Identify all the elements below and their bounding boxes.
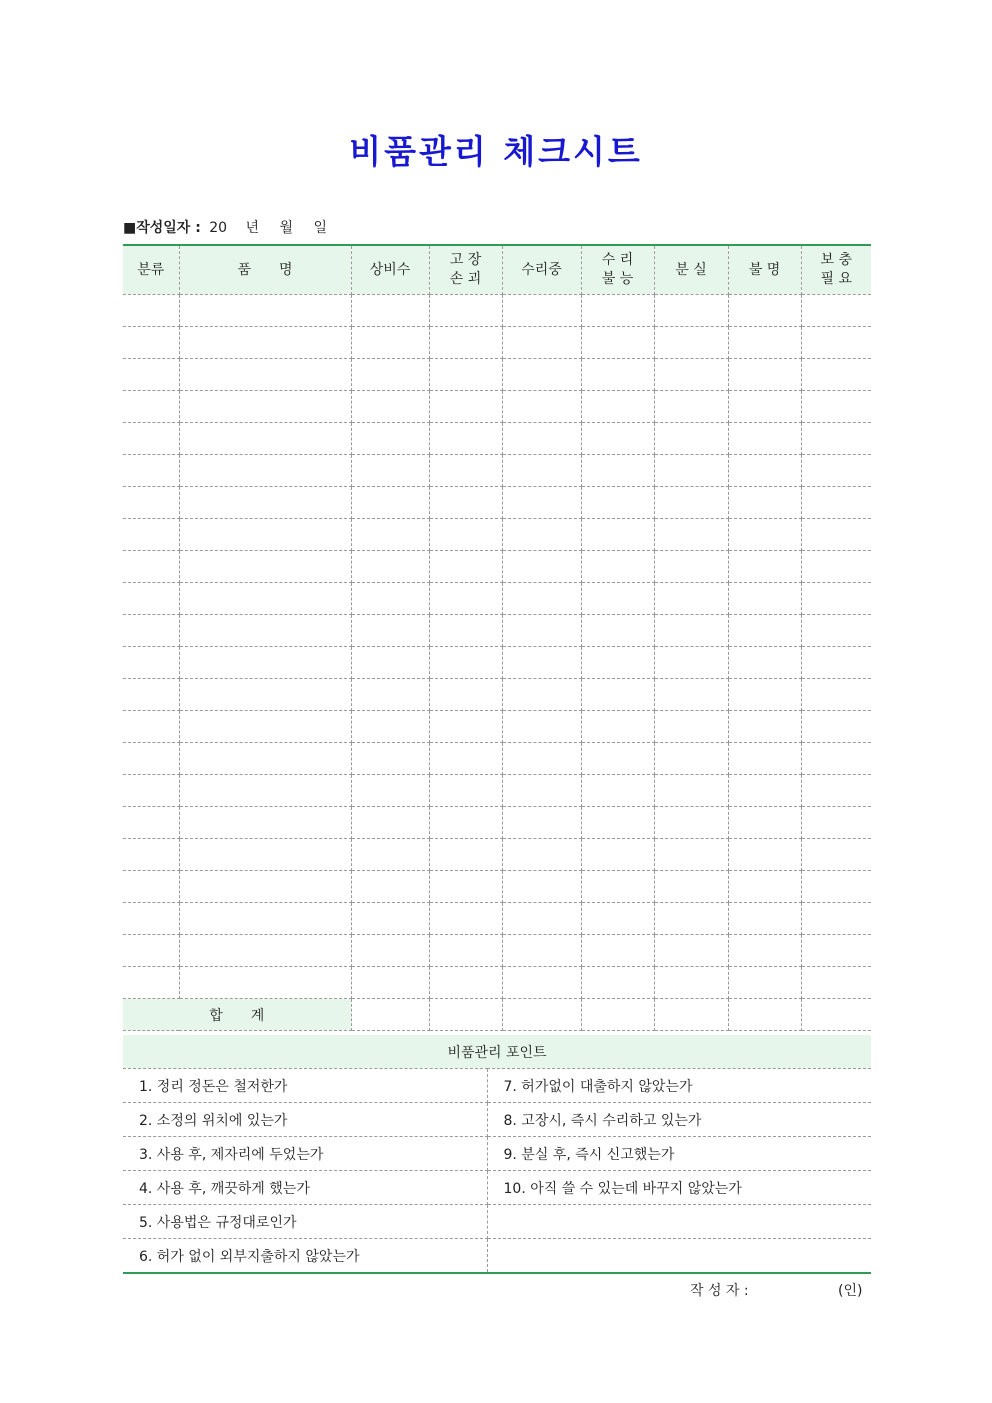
table-cell[interactable] [728, 711, 801, 743]
point-row [123, 1069, 871, 1103]
table-cell[interactable] [728, 807, 801, 839]
table-row [123, 327, 871, 359]
table-cell[interactable] [654, 679, 728, 711]
table-cell[interactable] [351, 807, 429, 839]
table-row [123, 807, 871, 839]
table-cell[interactable] [429, 327, 502, 359]
writer-line [690, 1280, 863, 1300]
table-cell[interactable] [654, 391, 728, 423]
table-row [123, 551, 871, 583]
table-cell[interactable] [351, 391, 429, 423]
table-cell[interactable] [502, 839, 581, 871]
table-cell[interactable] [179, 391, 351, 423]
column-header [179, 245, 351, 295]
table-row [123, 647, 871, 679]
inventory-table [123, 244, 871, 1031]
table-row [123, 519, 871, 551]
table-cell[interactable] [351, 615, 429, 647]
table-cell[interactable] [351, 647, 429, 679]
table-cell[interactable] [351, 519, 429, 551]
table-cell[interactable] [581, 359, 654, 391]
table-cell[interactable] [801, 871, 871, 903]
sum-cell[interactable] [502, 999, 581, 1031]
table-cell[interactable] [801, 423, 871, 455]
sum-cell[interactable] [351, 999, 429, 1031]
table-header-row [123, 245, 871, 295]
table-cell[interactable] [581, 391, 654, 423]
point-item: 3. 사용 후, 제자리에 두었는가 [123, 1137, 487, 1171]
date-label: ■작성일자 : [123, 220, 201, 236]
table-cell[interactable] [801, 711, 871, 743]
table-cell[interactable] [429, 359, 502, 391]
seal-mark: (인) [838, 1283, 863, 1299]
table-cell[interactable] [179, 743, 351, 775]
table-row [123, 487, 871, 519]
table-cell[interactable] [728, 615, 801, 647]
table-cell[interactable] [429, 967, 502, 999]
sum-label: 합 계 [123, 999, 351, 1031]
table-cell[interactable] [654, 551, 728, 583]
column-header-line: 필 요 [820, 271, 852, 287]
table-cell[interactable] [179, 423, 351, 455]
table-cell[interactable] [801, 519, 871, 551]
table-cell[interactable] [801, 743, 871, 775]
table-cell[interactable] [654, 935, 728, 967]
table-cell[interactable] [123, 647, 179, 679]
table-cell[interactable] [429, 679, 502, 711]
table-cell[interactable] [351, 935, 429, 967]
table-cell[interactable] [728, 359, 801, 391]
table-cell[interactable] [654, 295, 728, 327]
table-cell[interactable] [654, 359, 728, 391]
table-cell[interactable] [179, 935, 351, 967]
table-cell[interactable] [429, 423, 502, 455]
table-cell[interactable] [123, 295, 179, 327]
point-item: 7. 허가없이 대출하지 않았는가 [487, 1069, 871, 1103]
table-cell[interactable] [654, 839, 728, 871]
table-cell[interactable] [179, 519, 351, 551]
table-cell[interactable] [581, 583, 654, 615]
table-cell[interactable] [728, 455, 801, 487]
table-cell[interactable] [179, 295, 351, 327]
table-cell[interactable] [351, 583, 429, 615]
table-cell[interactable] [801, 679, 871, 711]
table-cell[interactable] [502, 967, 581, 999]
table-cell[interactable] [581, 871, 654, 903]
column-header-line: 보 충 [820, 252, 852, 268]
date-year-unit: 년 [245, 220, 260, 236]
table-cell[interactable] [581, 519, 654, 551]
table-cell[interactable] [123, 743, 179, 775]
table-cell[interactable] [123, 903, 179, 935]
column-header-line: 고 장 [449, 252, 482, 268]
table-cell[interactable] [179, 903, 351, 935]
table-cell[interactable] [581, 423, 654, 455]
table-cell[interactable] [351, 295, 429, 327]
table-cell[interactable] [801, 583, 871, 615]
table-cell[interactable] [179, 839, 351, 871]
table-cell[interactable] [654, 583, 728, 615]
table-cell[interactable] [123, 391, 179, 423]
table-cell[interactable] [429, 935, 502, 967]
date-line [123, 217, 327, 237]
table-cell[interactable] [801, 327, 871, 359]
point-item: 4. 사용 후, 깨끗하게 했는가 [123, 1171, 487, 1205]
table-row [123, 871, 871, 903]
table-cell[interactable] [502, 295, 581, 327]
table-cell[interactable] [801, 647, 871, 679]
table-row [123, 391, 871, 423]
points-header: 비품관리 포인트 [123, 1035, 871, 1069]
table-row [123, 743, 871, 775]
table-cell[interactable] [654, 519, 728, 551]
table-row [123, 679, 871, 711]
table-cell[interactable] [502, 647, 581, 679]
table-cell[interactable] [801, 935, 871, 967]
table-cell[interactable] [429, 871, 502, 903]
table-cell[interactable] [179, 679, 351, 711]
table-cell[interactable] [123, 871, 179, 903]
column-header-line: 품 명 [237, 261, 293, 278]
table-row [123, 903, 871, 935]
table-cell[interactable] [502, 583, 581, 615]
table-cell[interactable] [654, 711, 728, 743]
point-item: 1. 정리 정돈은 철저한가 [123, 1069, 487, 1103]
table-cell[interactable] [429, 743, 502, 775]
writer-label: 작 성 자 : [690, 1283, 749, 1299]
point-row [123, 1103, 871, 1137]
table-cell[interactable] [801, 359, 871, 391]
table-cell[interactable] [801, 807, 871, 839]
table-row [123, 295, 871, 327]
table-cell[interactable] [429, 487, 502, 519]
point-item: 9. 분실 후, 즉시 신고했는가 [487, 1137, 871, 1171]
column-header-line: 수리중 [521, 261, 562, 278]
table-cell[interactable] [179, 583, 351, 615]
point-row [123, 1137, 871, 1171]
table-row [123, 839, 871, 871]
table-cell[interactable] [123, 615, 179, 647]
table-cell[interactable] [429, 391, 502, 423]
table-cell[interactable] [654, 423, 728, 455]
point-row [123, 1171, 871, 1205]
table-cell[interactable] [351, 903, 429, 935]
sum-cell[interactable] [429, 999, 502, 1031]
sum-cell[interactable] [581, 999, 654, 1031]
table-row [123, 967, 871, 999]
table-cell[interactable] [502, 551, 581, 583]
table-cell[interactable] [654, 615, 728, 647]
point-item: 6. 허가 없이 외부지출하지 않았는가 [123, 1239, 487, 1274]
table-cell[interactable] [801, 615, 871, 647]
column-header [801, 245, 871, 295]
table-row [123, 935, 871, 967]
table-cell[interactable] [123, 775, 179, 807]
table-cell[interactable] [801, 455, 871, 487]
table-cell[interactable] [654, 327, 728, 359]
table-cell[interactable] [179, 455, 351, 487]
point-item: 10. 아직 쓸 수 있는데 바꾸지 않았는가 [487, 1171, 871, 1205]
table-cell[interactable] [801, 391, 871, 423]
table-cell[interactable] [502, 391, 581, 423]
table-cell[interactable] [351, 743, 429, 775]
table-cell[interactable] [123, 807, 179, 839]
page-title: 비품관리 체크시트 [349, 132, 643, 171]
table-cell[interactable] [502, 487, 581, 519]
table-cell[interactable] [728, 551, 801, 583]
table-cell[interactable] [351, 775, 429, 807]
table-cell[interactable] [429, 775, 502, 807]
table-cell[interactable] [581, 647, 654, 679]
points-header-row [123, 1035, 871, 1069]
table-cell[interactable] [179, 807, 351, 839]
table-cell[interactable] [502, 359, 581, 391]
table-cell[interactable] [581, 743, 654, 775]
column-header-line: 분류 [137, 261, 165, 278]
column-header [502, 245, 581, 295]
table-cell[interactable] [123, 423, 179, 455]
table-cell[interactable] [429, 455, 502, 487]
table-cell[interactable] [654, 903, 728, 935]
table-cell[interactable] [801, 551, 871, 583]
table-cell[interactable] [351, 871, 429, 903]
table-cell[interactable] [581, 903, 654, 935]
table-cell[interactable] [728, 487, 801, 519]
sum-cell[interactable] [728, 999, 801, 1031]
table-cell[interactable] [179, 359, 351, 391]
table-cell[interactable] [123, 679, 179, 711]
table-cell[interactable] [581, 551, 654, 583]
table-cell[interactable] [801, 967, 871, 999]
table-cell[interactable] [179, 967, 351, 999]
table-row [123, 615, 871, 647]
table-cell[interactable] [801, 487, 871, 519]
column-header-line: 불 명 [748, 261, 781, 278]
sum-cell[interactable] [801, 999, 871, 1031]
table-cell[interactable] [728, 519, 801, 551]
table-cell[interactable] [502, 775, 581, 807]
column-header-line: 불 능 [601, 271, 634, 287]
table-cell[interactable] [581, 775, 654, 807]
date-year-prefix[interactable]: 20 [209, 220, 228, 236]
table-cell[interactable] [581, 615, 654, 647]
table-cell[interactable] [728, 327, 801, 359]
table-cell[interactable] [728, 775, 801, 807]
table-cell[interactable] [429, 711, 502, 743]
table-cell[interactable] [351, 839, 429, 871]
column-header [429, 245, 502, 295]
table-cell[interactable] [123, 487, 179, 519]
table-cell[interactable] [801, 775, 871, 807]
table-cell[interactable] [728, 871, 801, 903]
table-cell[interactable] [581, 807, 654, 839]
table-cell[interactable] [351, 327, 429, 359]
table-cell[interactable] [179, 327, 351, 359]
table-cell[interactable] [123, 711, 179, 743]
table-cell[interactable] [179, 551, 351, 583]
table-cell[interactable] [179, 711, 351, 743]
column-header [654, 245, 728, 295]
table-cell[interactable] [581, 679, 654, 711]
table-row [123, 359, 871, 391]
sum-row [123, 999, 871, 1031]
table-cell[interactable] [351, 359, 429, 391]
table-cell[interactable] [179, 487, 351, 519]
column-header [351, 245, 429, 295]
table-cell[interactable] [581, 295, 654, 327]
table-row [123, 775, 871, 807]
table-cell[interactable] [801, 839, 871, 871]
table-cell[interactable] [581, 935, 654, 967]
table-cell[interactable] [123, 519, 179, 551]
table-cell[interactable] [654, 743, 728, 775]
table-cell[interactable] [654, 871, 728, 903]
table-cell[interactable] [502, 423, 581, 455]
table-cell[interactable] [429, 295, 502, 327]
table-cell[interactable] [654, 967, 728, 999]
date-month-unit: 월 [279, 220, 294, 236]
table-cell[interactable] [502, 615, 581, 647]
table-cell[interactable] [654, 455, 728, 487]
column-header-line: 상비수 [369, 261, 411, 278]
point-item [487, 1205, 871, 1239]
column-header-line: 수 리 [601, 252, 634, 268]
table-cell[interactable] [581, 711, 654, 743]
column-header [581, 245, 654, 295]
table-cell[interactable] [429, 519, 502, 551]
table-row [123, 455, 871, 487]
table-cell[interactable] [502, 519, 581, 551]
table-cell[interactable] [351, 487, 429, 519]
table-cell[interactable] [123, 583, 179, 615]
point-row [123, 1239, 871, 1274]
table-cell[interactable] [654, 807, 728, 839]
table-cell[interactable] [351, 551, 429, 583]
date-day-unit: 일 [313, 220, 328, 236]
point-item: 5. 사용법은 규정대로인가 [123, 1205, 487, 1239]
table-cell[interactable] [179, 647, 351, 679]
table-cell[interactable] [502, 903, 581, 935]
point-item [487, 1239, 871, 1274]
table-cell[interactable] [179, 615, 351, 647]
table-cell[interactable] [502, 711, 581, 743]
table-cell[interactable] [728, 679, 801, 711]
table-cell[interactable] [351, 711, 429, 743]
table-cell[interactable] [581, 455, 654, 487]
table-cell[interactable] [654, 487, 728, 519]
table-cell[interactable] [429, 615, 502, 647]
table-cell[interactable] [123, 967, 179, 999]
table-cell[interactable] [581, 839, 654, 871]
table-cell[interactable] [351, 967, 429, 999]
table-cell[interactable] [429, 807, 502, 839]
table-cell[interactable] [728, 423, 801, 455]
column-header-line: 분 실 [675, 261, 707, 278]
table-cell[interactable] [728, 391, 801, 423]
table-cell[interactable] [429, 551, 502, 583]
table-cell[interactable] [728, 295, 801, 327]
table-cell[interactable] [429, 839, 502, 871]
table-cell[interactable] [502, 807, 581, 839]
table-row [123, 711, 871, 743]
table-cell[interactable] [123, 551, 179, 583]
table-cell[interactable] [429, 647, 502, 679]
table-cell[interactable] [581, 327, 654, 359]
table-cell[interactable] [502, 871, 581, 903]
table-cell[interactable] [123, 455, 179, 487]
table-cell[interactable] [351, 679, 429, 711]
table-cell[interactable] [179, 775, 351, 807]
table-cell[interactable] [123, 839, 179, 871]
table-cell[interactable] [728, 647, 801, 679]
table-cell[interactable] [123, 327, 179, 359]
table-cell[interactable] [502, 935, 581, 967]
point-item: 8. 고장시, 즉시 수리하고 있는가 [487, 1103, 871, 1137]
table-cell[interactable] [801, 903, 871, 935]
table-cell[interactable] [123, 359, 179, 391]
table-cell[interactable] [429, 903, 502, 935]
table-cell[interactable] [502, 327, 581, 359]
table-cell[interactable] [728, 743, 801, 775]
points-table [123, 1035, 871, 1274]
table-cell[interactable] [581, 967, 654, 999]
table-cell[interactable] [179, 871, 351, 903]
table-cell[interactable] [351, 455, 429, 487]
column-header-line: 손 괴 [449, 271, 482, 287]
table-cell[interactable] [123, 935, 179, 967]
table-cell[interactable] [728, 967, 801, 999]
table-cell[interactable] [728, 903, 801, 935]
table-cell[interactable] [351, 423, 429, 455]
table-cell[interactable] [654, 647, 728, 679]
table-cell[interactable] [728, 839, 801, 871]
sum-cell[interactable] [654, 999, 728, 1031]
table-cell[interactable] [801, 295, 871, 327]
point-item: 2. 소정의 위치에 있는가 [123, 1103, 487, 1137]
column-header [728, 245, 801, 295]
table-cell[interactable] [728, 935, 801, 967]
table-cell[interactable] [581, 487, 654, 519]
table-cell[interactable] [502, 679, 581, 711]
table-cell[interactable] [654, 775, 728, 807]
table-cell[interactable] [728, 583, 801, 615]
table-cell[interactable] [502, 743, 581, 775]
point-row [123, 1205, 871, 1239]
table-cell[interactable] [502, 455, 581, 487]
table-cell[interactable] [429, 583, 502, 615]
table-row [123, 423, 871, 455]
column-header [123, 245, 179, 295]
table-row [123, 583, 871, 615]
